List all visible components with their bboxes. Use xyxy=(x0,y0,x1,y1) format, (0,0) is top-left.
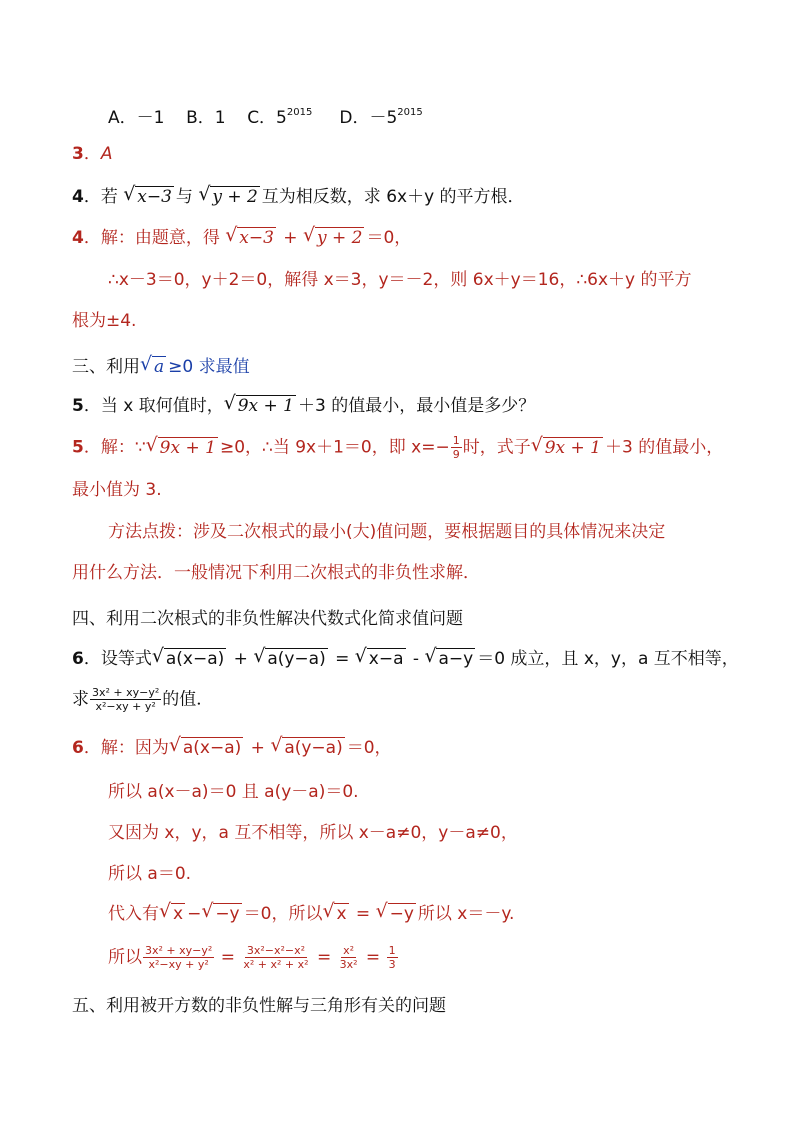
radicand: 9x + 1 xyxy=(237,396,294,416)
options-row xyxy=(108,100,754,131)
answer-6-line1 xyxy=(72,735,754,761)
option-d: D．－5 xyxy=(339,108,398,128)
equals-sign: = xyxy=(329,649,355,669)
answer-5-mid2: 时，式子 xyxy=(462,437,531,458)
question-6-head: ．设等式 xyxy=(83,649,152,669)
tip-line2: 用什么方法．一般情况下利用二次根式的非负性求解． xyxy=(72,563,480,583)
fraction-one-ninth xyxy=(451,434,462,461)
answer-3-number: 3 xyxy=(72,144,84,164)
answer-4-line2: ∴x－3＝0，y＋2＝0，解得 x＝3，y＝－2，则 6x＋y＝16，∴6x＋y 的平方 xyxy=(108,270,692,290)
question-4-tail: 互为相反数，求 6x＋y 的平方根． xyxy=(261,187,525,207)
denominator: x² + x² + x² xyxy=(243,958,309,971)
radicand: a xyxy=(154,357,165,377)
section-5-heading: 五、利用被开方数的非负性解与三角形有关的问题 xyxy=(72,996,446,1016)
question-5-tail: ＋3 的值最小，最小值是多少？ xyxy=(298,396,536,416)
sqrt-a xyxy=(140,354,166,380)
sqrt-x-minus-3 xyxy=(123,184,174,210)
radicand: 9x + 1 xyxy=(544,437,601,458)
radicand: a(y−a) xyxy=(267,649,326,669)
radicand: a−y xyxy=(438,649,474,669)
tip-line1: 方法点拨：涉及二次根式的最小(大)值问题，要根据题目的具体情况来决定 xyxy=(108,522,666,542)
option-a: A．－1 xyxy=(108,108,165,128)
denominator: 3x² xyxy=(339,958,358,971)
answer-5-head: ．解：∵ xyxy=(83,437,146,458)
answer-5-tail: ＋3 的值最小， xyxy=(604,437,724,458)
radicand: x xyxy=(336,904,347,924)
numerator: 1 xyxy=(388,944,396,957)
question-4-lead: ．若 xyxy=(83,187,118,207)
question-4 xyxy=(72,184,754,210)
answer-6-line4: 所以 a＝0. xyxy=(108,864,192,884)
question-5-head: ．当 x 取何值时， xyxy=(83,396,224,416)
answer-4-head: ．解：由题意，得 xyxy=(83,228,220,248)
sqrt-9x-plus-1 xyxy=(224,393,296,419)
question-6-line2-post: 的值． xyxy=(162,689,214,710)
radicand: y + 2 xyxy=(316,228,363,248)
sqrt-a-y-minus-a xyxy=(270,735,344,761)
expression-fraction xyxy=(90,686,161,713)
sqrt-a-y-minus-a xyxy=(253,646,327,672)
numerator: 3x²−x²−x² xyxy=(246,944,306,957)
radicand: −y xyxy=(215,904,240,924)
answer-6-line3: 又因为 x，y，a 互不相等，所以 x－a≠0，y－a≠0， xyxy=(108,823,518,843)
answer-5-number: 5 xyxy=(72,437,84,458)
equals-sign: = xyxy=(350,904,376,924)
sqrt-9x-plus-1 xyxy=(531,435,603,461)
answer-5-line1 xyxy=(72,434,754,461)
section-3-post: ≥0 求最值 xyxy=(168,357,250,377)
plus-sign: + xyxy=(228,649,254,669)
sqrt-neg-y xyxy=(376,901,416,927)
answer-5-line2: 最小值为 3. xyxy=(72,480,162,500)
question-6 xyxy=(72,646,754,672)
sqrt-y-plus-2 xyxy=(198,184,259,210)
option-b: B．1 xyxy=(186,108,226,128)
radicand: x−a xyxy=(368,649,404,669)
answer-4-line1 xyxy=(72,225,754,251)
fraction-2 xyxy=(241,944,310,971)
answer-6-line5-pre: 代入有 xyxy=(108,904,159,924)
numerator: x² xyxy=(343,944,355,957)
question-6-line2-pre: 求 xyxy=(72,689,89,710)
radicand: x−3 xyxy=(239,228,274,248)
radicand: −y xyxy=(389,904,414,924)
radicand: y + 2 xyxy=(212,187,258,207)
radicand: a(x−a) xyxy=(182,738,242,758)
fraction-4 xyxy=(387,944,398,971)
option-c-exponent: 2015 xyxy=(286,107,313,118)
numerator: 1 xyxy=(452,434,460,447)
sqrt-x-minus-3 xyxy=(225,225,276,251)
answer-3-sep: ． xyxy=(83,144,101,164)
minus-sign: - xyxy=(407,649,425,669)
answer-6-line6-pre: 所以 xyxy=(108,947,142,968)
answer-4-line3: 根为±4. xyxy=(72,311,137,331)
plus-sign: + xyxy=(277,228,303,248)
equals-zero: ＝0， xyxy=(346,738,392,758)
answer-6-line6 xyxy=(108,944,754,971)
sqrt-a-minus-y xyxy=(424,646,475,672)
question-4-mid: 与 xyxy=(175,187,193,207)
sqrt-a-x-minus-a xyxy=(169,735,243,761)
answer-6-line2: 所以 a(x－a)＝0 且 a(y－a)＝0. xyxy=(108,782,359,802)
question-6-number: 6 xyxy=(72,649,84,669)
sqrt-y-plus-2 xyxy=(303,225,364,251)
answer-6-line5 xyxy=(108,901,754,927)
denominator: x²−xy + y² xyxy=(95,700,156,713)
question-6-tail: ＝0 成立，且 x，y，a 互不相等， xyxy=(477,649,739,669)
denominator: 9 xyxy=(452,448,460,461)
numerator: 3x² + xy−y² xyxy=(92,686,160,699)
answer-3-choice: A xyxy=(100,144,113,164)
question-5 xyxy=(72,393,754,419)
answer-3 xyxy=(72,141,754,167)
answer-6-head: ．解：因为 xyxy=(83,738,169,758)
plus-sign: + xyxy=(245,738,271,758)
option-d-exponent: 2015 xyxy=(397,107,423,118)
answer-6-line5-mid: ＝0，所以 xyxy=(243,904,323,924)
sqrt-x xyxy=(159,901,185,927)
question-5-number: 5 xyxy=(72,396,84,416)
equals-zero: ＝0， xyxy=(366,228,412,248)
answer-6-line5-post: 所以 x＝－y. xyxy=(417,904,515,924)
minus-sign: − xyxy=(187,904,202,924)
sqrt-x xyxy=(322,901,348,927)
sqrt-a-x-minus-a xyxy=(152,646,226,672)
section-4-heading: 四、利用二次根式的非负性解决代数式化简求值问题 xyxy=(72,609,463,629)
radicand: a(x−a) xyxy=(165,649,225,669)
equals-sign: = xyxy=(311,947,337,968)
section-3-heading xyxy=(72,354,754,380)
sqrt-9x-plus-1 xyxy=(146,435,218,461)
radicand: x−3 xyxy=(137,187,172,207)
equals-sign: = xyxy=(360,947,386,968)
question-4-number: 4 xyxy=(72,187,84,207)
option-c: C．5 xyxy=(247,108,287,128)
radicand: 9x + 1 xyxy=(159,437,216,458)
sqrt-neg-y xyxy=(201,901,241,927)
answer-4-number: 4 xyxy=(72,228,84,248)
sqrt-x-minus-a xyxy=(355,646,406,672)
fraction-3 xyxy=(338,944,360,971)
question-6-line2 xyxy=(72,686,754,713)
equals-sign: = xyxy=(215,947,241,968)
answer-6-number: 6 xyxy=(72,738,84,758)
radicand: x xyxy=(173,904,184,924)
answer-5-mid: ≥0，∴当 9x＋1＝0，即 x=− xyxy=(219,437,450,458)
fraction-1 xyxy=(143,944,214,971)
denominator: 3 xyxy=(388,958,396,971)
radicand: a(y−a) xyxy=(284,738,343,758)
denominator: x²−xy + y² xyxy=(148,958,209,971)
numerator: 3x² + xy−y² xyxy=(145,944,213,957)
section-3-pre: 三、利用 xyxy=(72,357,140,377)
